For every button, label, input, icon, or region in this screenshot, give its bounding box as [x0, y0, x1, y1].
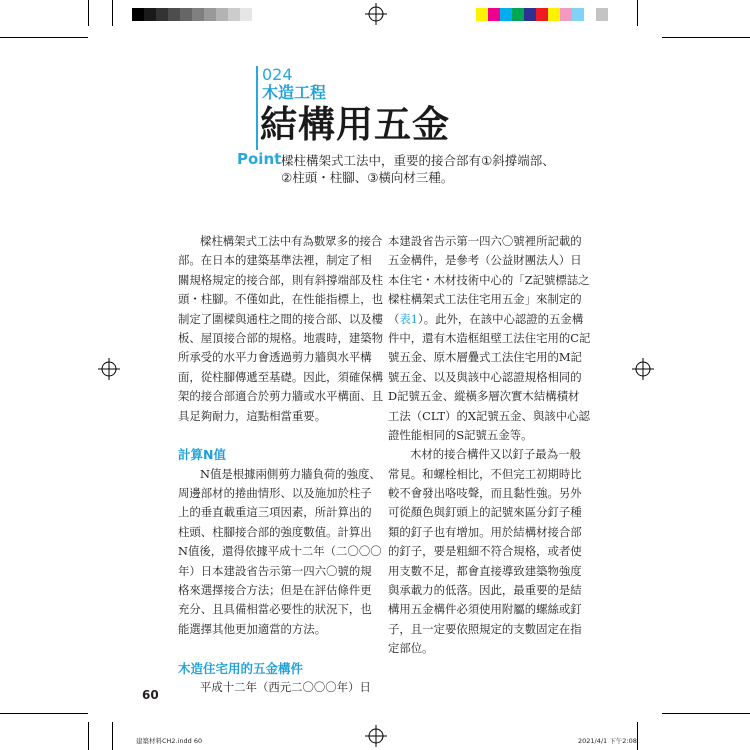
body-line: 年）日本建設省告示第一四六〇號的規	[178, 563, 372, 578]
body-line: 制定了圍樑與通柱之間的接合部、以及樓	[178, 311, 384, 326]
body-line: 周邊部材的捲曲情形、以及施加於柱子	[178, 486, 372, 501]
page-title: 結構用五金	[260, 103, 450, 146]
chapter-category: 木造工程	[262, 83, 327, 102]
body-line: 本建設省告示第一四六〇號裡所記載的	[388, 234, 582, 248]
crop-mark	[88, 722, 89, 750]
body-line: 關規格規定的接合部，則有斜撐端部及柱	[178, 272, 384, 287]
date-slug: 2021/4/1 下午2:08	[578, 737, 637, 745]
color-swatch	[572, 8, 584, 21]
body-line: 能選擇其他更加適當的方法。	[178, 621, 327, 636]
heading-accent-bar	[256, 66, 258, 150]
color-swatch	[228, 8, 240, 21]
body-line: 樑柱構架式工法住宅用五金」來制定的	[388, 292, 582, 307]
color-swatch-bar	[476, 8, 608, 21]
color-swatch	[536, 8, 548, 21]
body-line: 所承受的水平力會透過剪力牆與水平構	[178, 350, 372, 365]
body-line: 的釘子，要是粗細不符合規格，或者使	[388, 544, 582, 559]
body-line: 木材的接合構件又以釘子最為一般	[410, 447, 581, 462]
body-line: 號五金、以及與該中心認證規格相同的	[388, 369, 582, 384]
section-heading-hardware: 木造住宅用的五金構件	[178, 660, 304, 676]
crop-mark	[0, 37, 88, 38]
body-line: 五金構件，是參考（公益財團法人）日	[388, 253, 582, 268]
body-line: N值後，還得依據平成十二年（二〇〇〇	[178, 544, 382, 559]
body-line: 號五金、原木層疊式工法住宅用的M記	[388, 350, 582, 365]
body-line: 充分、且具備相當必要性的狀況下，也	[178, 602, 372, 617]
color-swatch	[156, 8, 168, 21]
body-line: 平成十二年（西元二〇〇〇年）日	[200, 679, 371, 694]
body-line: 格來選擇接合方法；但是在評估條件更	[178, 583, 372, 598]
body-line: 用支數不足，都會直接導致建築物強度	[388, 563, 582, 578]
body-line: 證性能相同的S記號五金等。	[388, 427, 533, 442]
color-swatch	[488, 8, 500, 21]
body-line: 樑柱構架式工法中有為數眾多的接合	[200, 234, 383, 248]
crop-mark	[637, 0, 638, 26]
left-column	[178, 232, 384, 697]
crop-mark	[112, 0, 113, 26]
color-swatch	[144, 8, 156, 21]
body-line: 可從顏色與釘頭上的記號來區分釘子種	[388, 505, 582, 520]
crop-mark	[662, 37, 750, 38]
color-swatch	[500, 8, 512, 21]
color-swatch	[192, 8, 204, 21]
body-line-with-reference	[388, 310, 584, 329]
gray-swatch-bar	[132, 8, 252, 21]
crop-mark	[0, 713, 88, 714]
crop-mark	[662, 713, 750, 714]
section-heading-n-value: 計算N值	[178, 447, 226, 463]
body-line: 架的接合部適合於剪力牆或水平構面、且	[178, 389, 384, 404]
body-line: 柱頭、柱腳接合部的強度數值。計算出	[178, 524, 372, 539]
color-swatch	[180, 8, 192, 21]
body-line: 上的垂直載重這三項因素，所計算出的	[178, 505, 372, 520]
table-reference-link[interactable]: 表1	[399, 311, 419, 326]
body-line: 構用五金構件必須使用附屬的螺絲或釘	[388, 602, 582, 617]
body-line: 類的釘子也有增加。用於結構材接合部	[388, 524, 582, 539]
color-swatch	[240, 8, 252, 21]
point-summary-line-1: 樑柱構架式工法中，重要的接合部有①斜撐端部、	[281, 153, 555, 168]
registration-mark-left	[98, 358, 120, 380]
color-swatch	[596, 8, 608, 21]
body-line: 與承載力的低落。因此，最重要的是結	[388, 583, 582, 598]
crop-mark	[637, 722, 638, 750]
color-swatch	[512, 8, 524, 21]
body-line: 定部位。	[388, 641, 434, 656]
color-swatch	[204, 8, 216, 21]
crop-mark	[88, 0, 89, 26]
crop-mark	[112, 722, 113, 750]
body-line: 工法（CLT）的X記號五金、與該中心認	[388, 408, 590, 423]
registration-mark-right	[632, 358, 654, 380]
body-line: 常見。和螺栓相比，不但完工初期時比	[388, 466, 582, 481]
registration-mark-bottom	[365, 725, 387, 747]
body-line: 板、屋頂接合部的規格。地震時，建築物	[178, 330, 384, 345]
color-swatch	[132, 8, 144, 21]
color-swatch	[524, 8, 536, 21]
right-column	[388, 232, 591, 659]
chapter-number: 024	[262, 65, 293, 84]
point-label: Point	[237, 150, 282, 168]
spacer	[178, 639, 364, 658]
color-swatch	[476, 8, 488, 21]
color-swatch	[584, 8, 596, 21]
page-number: 60	[142, 688, 159, 702]
paren-open: （	[388, 311, 400, 326]
body-line: 子，且一定要依照規定的支數固定在指	[388, 621, 582, 636]
body-line: 本住宅・木材技術中心的「Z記號標誌之	[388, 272, 590, 287]
registration-mark-top	[365, 3, 387, 25]
body-line: 件中，還有木造框組壁工法住宅用的C記	[388, 330, 591, 345]
body-line: 較不會發出咯吱聲，而且黏性強。另外	[388, 486, 582, 501]
body-line: 具足夠耐力，這點相當重要。	[178, 408, 327, 423]
spacer	[178, 426, 364, 445]
file-slug: 建築材料CH2.indd 60	[136, 737, 203, 745]
body-line: N值是根據兩側剪力牆負荷的強度、	[200, 466, 381, 481]
body-line: 部。在日本的建築基準法裡，制定了相	[178, 253, 372, 268]
body-text: ）。此外，在該中心認證的五金構	[418, 311, 584, 326]
body-line: 面，從柱腳傳遞至基礎。因此，須確保構	[178, 369, 384, 384]
color-swatch	[216, 8, 228, 21]
color-swatch	[168, 8, 180, 21]
point-summary-line-2: ②柱頭・柱腳、③橫向材三種。	[281, 170, 454, 185]
color-swatch	[560, 8, 572, 21]
body-line: D記號五金、縱橫多層次實木結構積材	[388, 389, 580, 404]
body-line: 頭・柱腳。不僅如此，在性能指標上，也	[178, 292, 384, 307]
color-swatch	[548, 8, 560, 21]
